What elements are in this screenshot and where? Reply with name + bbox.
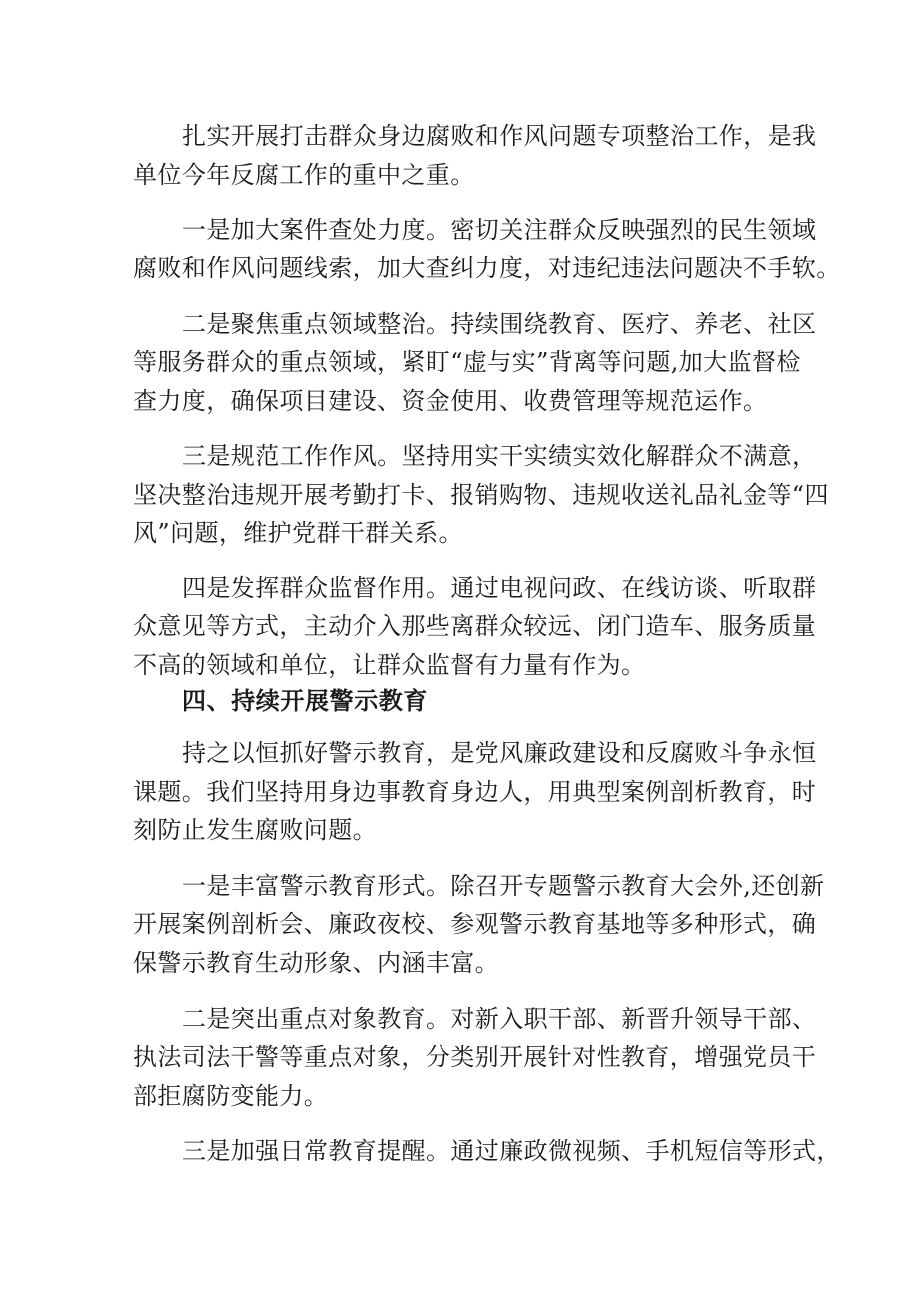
- paragraph-line: [0, 810, 920, 850]
- paragraph-line: [0, 606, 920, 646]
- paragraph-line: [0, 475, 920, 515]
- paragraph-line: [0, 155, 920, 195]
- paragraph-line: [0, 248, 920, 288]
- line-text: 坚决整治违规开展考勤打卡、报销购物、违规收送礼品礼金等“四: [133, 481, 829, 509]
- section-heading: [0, 681, 920, 721]
- paragraph-line: [0, 772, 920, 812]
- paragraph-line: [0, 943, 920, 983]
- paragraph-line: [0, 999, 920, 1039]
- line-text: 众意见等方式，主动介入那些离群众较远、闭门造车、服务质量: [133, 612, 817, 640]
- paragraph-line: [0, 210, 920, 250]
- line-text: 二是突出重点对象教育。对新入职干部、新晋升领导干部、: [182, 1005, 817, 1033]
- line-text: 扎实开展打击群众身边腐败和作风问题专项整治工作，是我: [182, 122, 817, 150]
- paragraph-line: [0, 1037, 920, 1077]
- line-text: 三是规范工作作风。坚持用实干实绩实效化解群众不满意，: [182, 442, 817, 470]
- paragraph-line: [0, 116, 920, 156]
- section-heading-text: 四、持续开展警示教育: [182, 687, 428, 715]
- paragraph-line: [0, 568, 920, 608]
- line-text: 腐败和作风问题线索，加大查纠力度，对违纪违法问题决不手软。: [133, 254, 841, 282]
- paragraph-line: [0, 904, 920, 944]
- paragraph-line: [0, 1076, 920, 1116]
- line-text: 四是发挥群众监督作用。通过电视问政、在线访谈、听取群: [182, 574, 817, 602]
- paragraph-line: [0, 381, 920, 421]
- line-text: 二是聚焦重点领域整治。持续围绕教育、医疗、养老、社区: [182, 310, 817, 338]
- line-text: 课题。我们坚持用身边事教育身边人，用典型案例剖析教育，时: [133, 778, 817, 806]
- line-text: 查力度，确保项目建设、资金使用、收费管理等规范运作。: [133, 387, 768, 415]
- line-text: 保警示教育生动形象、内涵丰富。: [133, 949, 499, 977]
- paragraph-line: [0, 513, 920, 553]
- line-text: 开展案例剖析会、廉政夜校、参观警示教育基地等多种形式，确: [133, 910, 817, 938]
- paragraph-line: [0, 866, 920, 906]
- line-text: 三是加强日常教育提醒。通过廉政微视频、手机短信等形式，: [182, 1137, 841, 1165]
- line-text: 刻防止发生腐败问题。: [133, 816, 377, 844]
- line-text: 持之以恒抓好警示教育，是党风廉政建设和反腐败斗争永恒: [182, 739, 817, 767]
- line-text: 风”问题，维护党群干群关系。: [133, 519, 463, 547]
- paragraph-line: [0, 733, 920, 773]
- paragraph-line: [0, 1131, 920, 1171]
- line-text: 部拒腐防变能力。: [133, 1082, 329, 1110]
- line-text: 执法司法干警等重点对象，分类别开展针对性教育，增强党员干: [133, 1043, 817, 1071]
- paragraph-line: [0, 436, 920, 476]
- line-text: 不高的领域和单位，让群众监督有力量有作为。: [133, 651, 646, 679]
- line-text: 一是加大案件查处力度。密切关注群众反映强烈的民生领域: [182, 216, 817, 244]
- paragraph-line: [0, 645, 920, 685]
- paragraph-line: [0, 304, 920, 344]
- line-text: 等服务群众的重点领域，紧盯“虚与实”背离等问题,加大监督检: [133, 348, 801, 376]
- paragraph-line: [0, 342, 920, 382]
- line-text: 一是丰富警示教育形式。除召开专题警示教育大会外,还创新: [182, 872, 825, 900]
- line-text: 单位今年反腐工作的重中之重。: [133, 161, 475, 189]
